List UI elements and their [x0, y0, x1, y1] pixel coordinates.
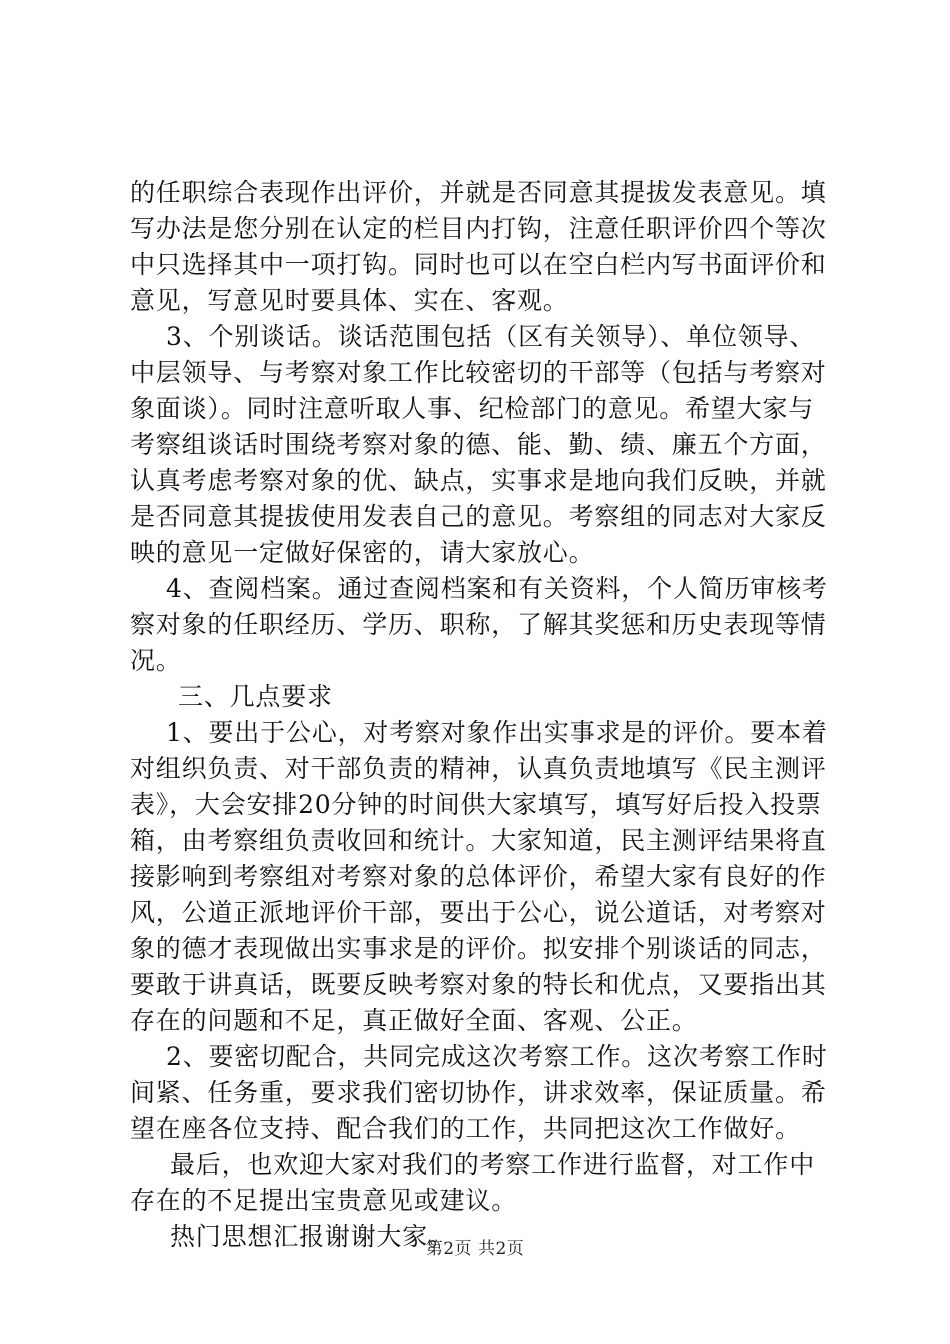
text-line: 象面谈）。同时注意听取人事、纪检部门的意见。希望大家与	[130, 394, 815, 423]
closing-line: 热门思想汇报谢谢大家。	[170, 1222, 454, 1251]
text-line: 意见，写意见时要具体、实在、客观。	[130, 286, 569, 315]
text-line: 考察组谈话时围绕考察对象的德、能、勤、绩、廉五个方面，	[130, 430, 827, 459]
text-line: 间紧、任务重，要求我们密切协作，讲求效率，保证质量。希	[130, 1078, 827, 1107]
text-line: 对组织负责、对干部负责的精神，认真负责地填写《民主测评	[130, 754, 827, 783]
text-line: 察对象的任职经历、学历、职称，了解其奖惩和历史表现等情	[130, 610, 827, 639]
text-line: 认真考虑考察对象的优、缺点，实事求是地向我们反映，并就	[130, 466, 827, 495]
paragraph-start-line: 3、个别谈话。谈话范围包括（区有关领导）、单位领导、	[166, 322, 816, 351]
text-line: 的任职综合表现作出评价，并就是否同意其提拔发表意见。填	[130, 178, 827, 207]
section-heading: 三、几点要求	[178, 682, 333, 711]
text-line: 接影响到考察组对考察对象的总体评价，希望大家有良好的作	[130, 862, 827, 891]
document-body	[130, 175, 830, 1255]
paragraph-start-line: 1、要出于公心，对考察对象作出实事求是的评价。要本着	[166, 718, 828, 747]
text-line: 中只选择其中一项打钩。同时也可以在空白栏内写书面评价和	[130, 250, 827, 279]
page-number-footer: 第2页 共2页	[425, 1239, 525, 1259]
text-line: 存在的问题和不足，真正做好全面、客观、公正。	[130, 1006, 698, 1035]
text-line: 存在的不足提出宝贵意见或建议。	[130, 1186, 518, 1215]
text-line: 望在座各位支持、配合我们的工作，共同把这次工作做好。	[130, 1114, 801, 1143]
text-line: 风，公道正派地评价干部，要出于公心，说公道话，对考察对	[130, 898, 827, 927]
text-line: 况。	[130, 646, 182, 675]
text-line: 映的意见一定做好保密的，请大家放心。	[130, 538, 595, 567]
text-line: 是否同意其提拔使用发表自己的意见。考察组的同志对大家反	[130, 502, 827, 531]
text-line: 象的德才表现做出实事求是的评价。拟安排个别谈话的同志，	[130, 934, 827, 963]
text-line: 中层领导、与考察对象工作比较密切的干部等（包括与考察对	[130, 358, 827, 387]
paragraph-start-line: 2、要密切配合，共同完成这次考察工作。这次考察工作时	[166, 1042, 828, 1071]
paragraph-start-line: 最后，也欢迎大家对我们的考察工作进行监督，对工作中	[170, 1150, 816, 1179]
paragraph-start-line: 4、查阅档案。通过查阅档案和有关资料，个人简历审核考	[166, 574, 828, 603]
text-line: 表》，大会安排20分钟的时间供大家填写，填写好后投入投票	[130, 790, 822, 819]
text-line: 写办法是您分别在认定的栏目内打钩，注意任职评价四个等次	[130, 214, 827, 243]
text-line: 要敢于讲真话，既要反映考察对象的特长和优点，又要指出其	[130, 970, 827, 999]
text-line: 箱，由考察组负责收回和统计。大家知道，民主测评结果将直	[130, 826, 827, 855]
